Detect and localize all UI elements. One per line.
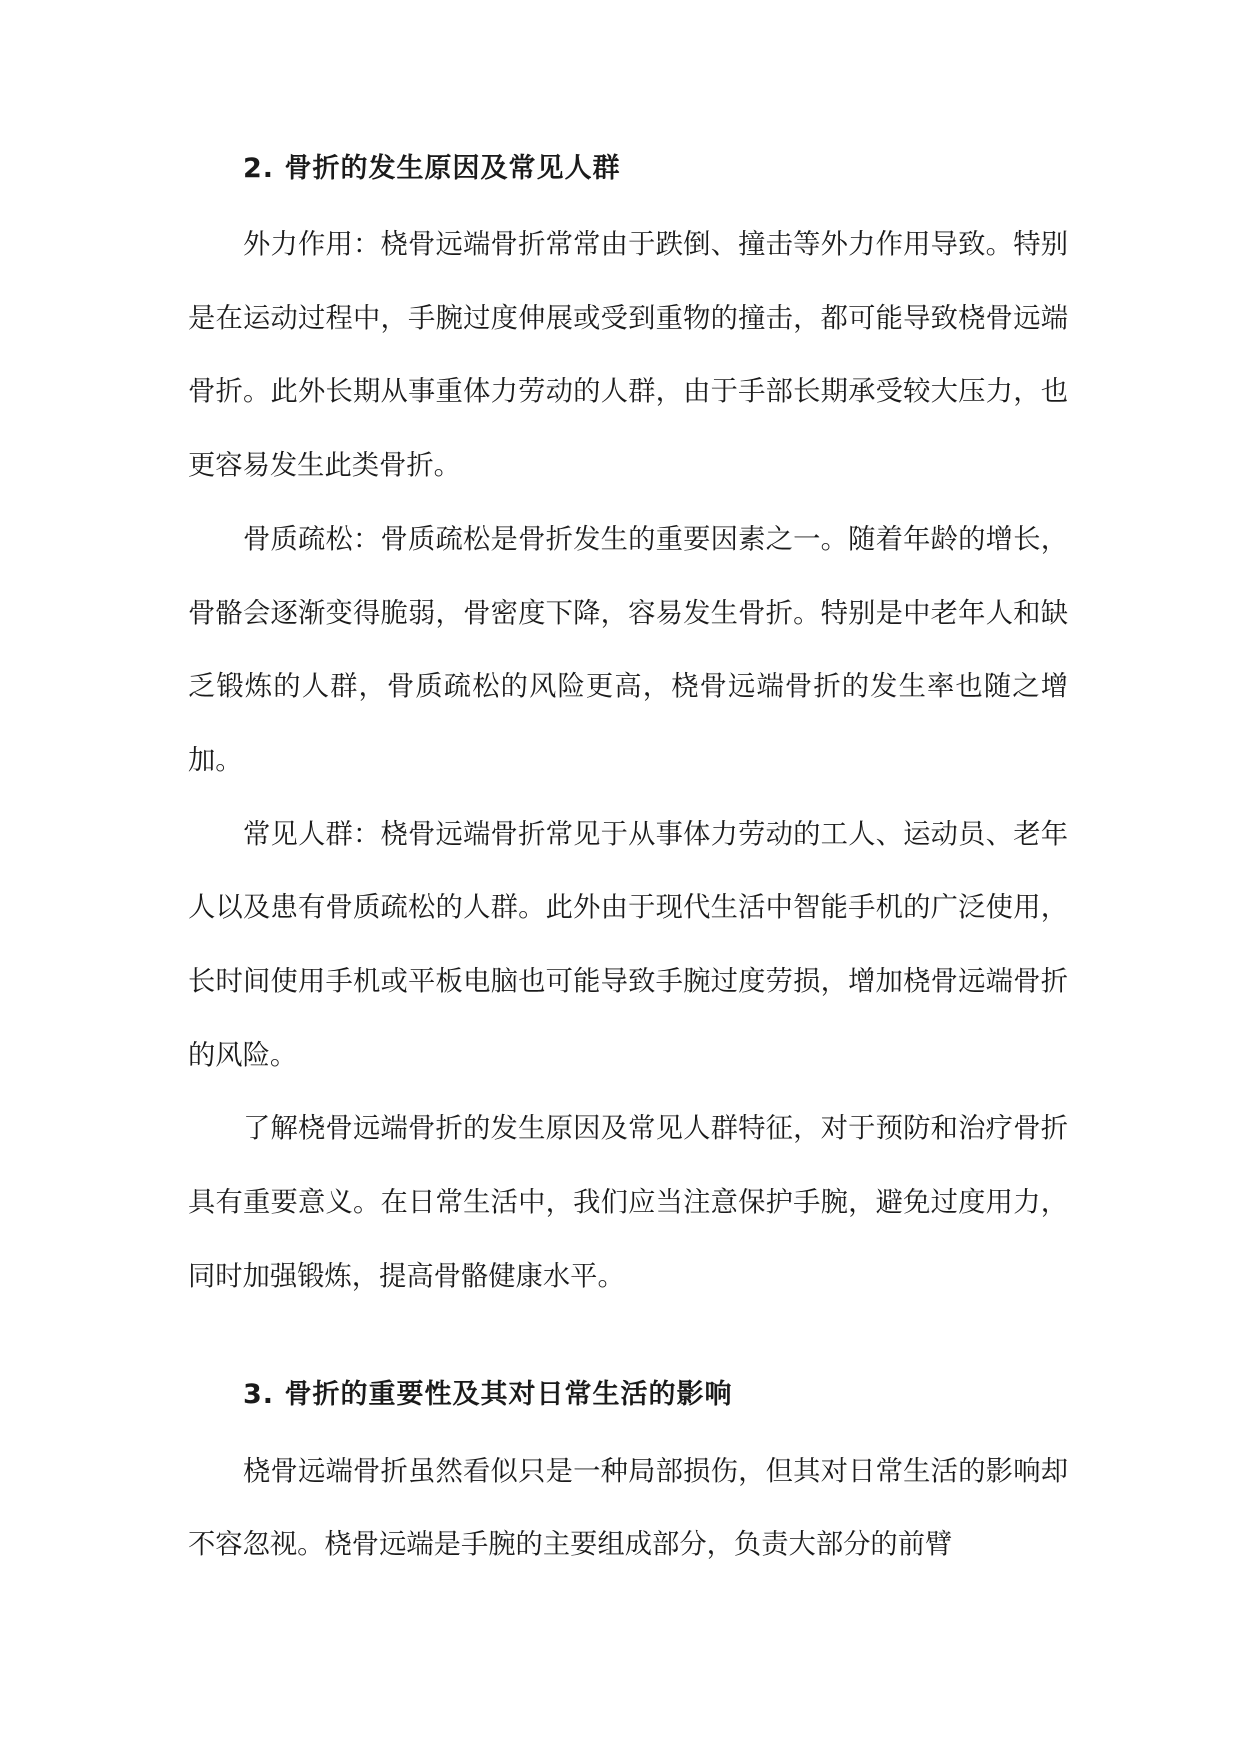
paragraph-importance: 桡骨远端骨折虽然看似只是一种局部损伤，但其对日常生活的影响却不容忽视。桡骨远端是手腕的主要组成部分，负责大部分的前臂 [188,1455,1068,1561]
section-2-heading [188,140,1068,198]
paragraph-osteoporosis: 骨质疏松：骨质疏松是骨折发生的重要因素之一。随着年龄的增长，骨骼会逐渐变得脆弱，骨密度下降，容易发生骨折。特别是中老年人和缺乏锻炼的人群，骨质疏松的风险更高，桡骨远端骨折的发生率也随之增加。 [188,523,1068,776]
section-2-number: 2. [243,153,275,184]
section-3-heading [188,1366,1068,1424]
section-3-title: 骨折的重要性及其对日常生活的影响 [284,1378,733,1410]
paragraph-summary: 了解桡骨远端骨折的发生原因及常见人群特征，对于预防和治疗骨折具有重要意义。在日常生活中，我们应当注意保护手腕，避免过度用力，同时加强锻炼，提高骨骼健康水平。 [188,1113,1068,1292]
paragraph-external-force: 外力作用：桡骨远端骨折常常由于跌倒、撞击等外力作用导致。特别是在运动过程中，手腕过度伸展或受到重物的撞击，都可能导致桡骨远端骨折。此外长期从事重体力劳动的人群，由于手部长期承受较大压力，也更容易发生此类骨折。 [188,229,1068,482]
paragraph-common-groups: 常见人群：桡骨远端骨折常见于从事体力劳动的工人、运动员、老年人以及患有骨质疏松的人群。此外由于现代生活中智能手机的广泛使用，长时间使用手机或平板电脑也可能导致手腕过度劳损，增加桡骨远端骨折的风险。 [188,818,1068,1071]
section-2-title: 骨折的发生原因及常见人群 [284,153,621,184]
section-3-number: 3. [243,1378,275,1410]
document-page [188,140,1068,1582]
